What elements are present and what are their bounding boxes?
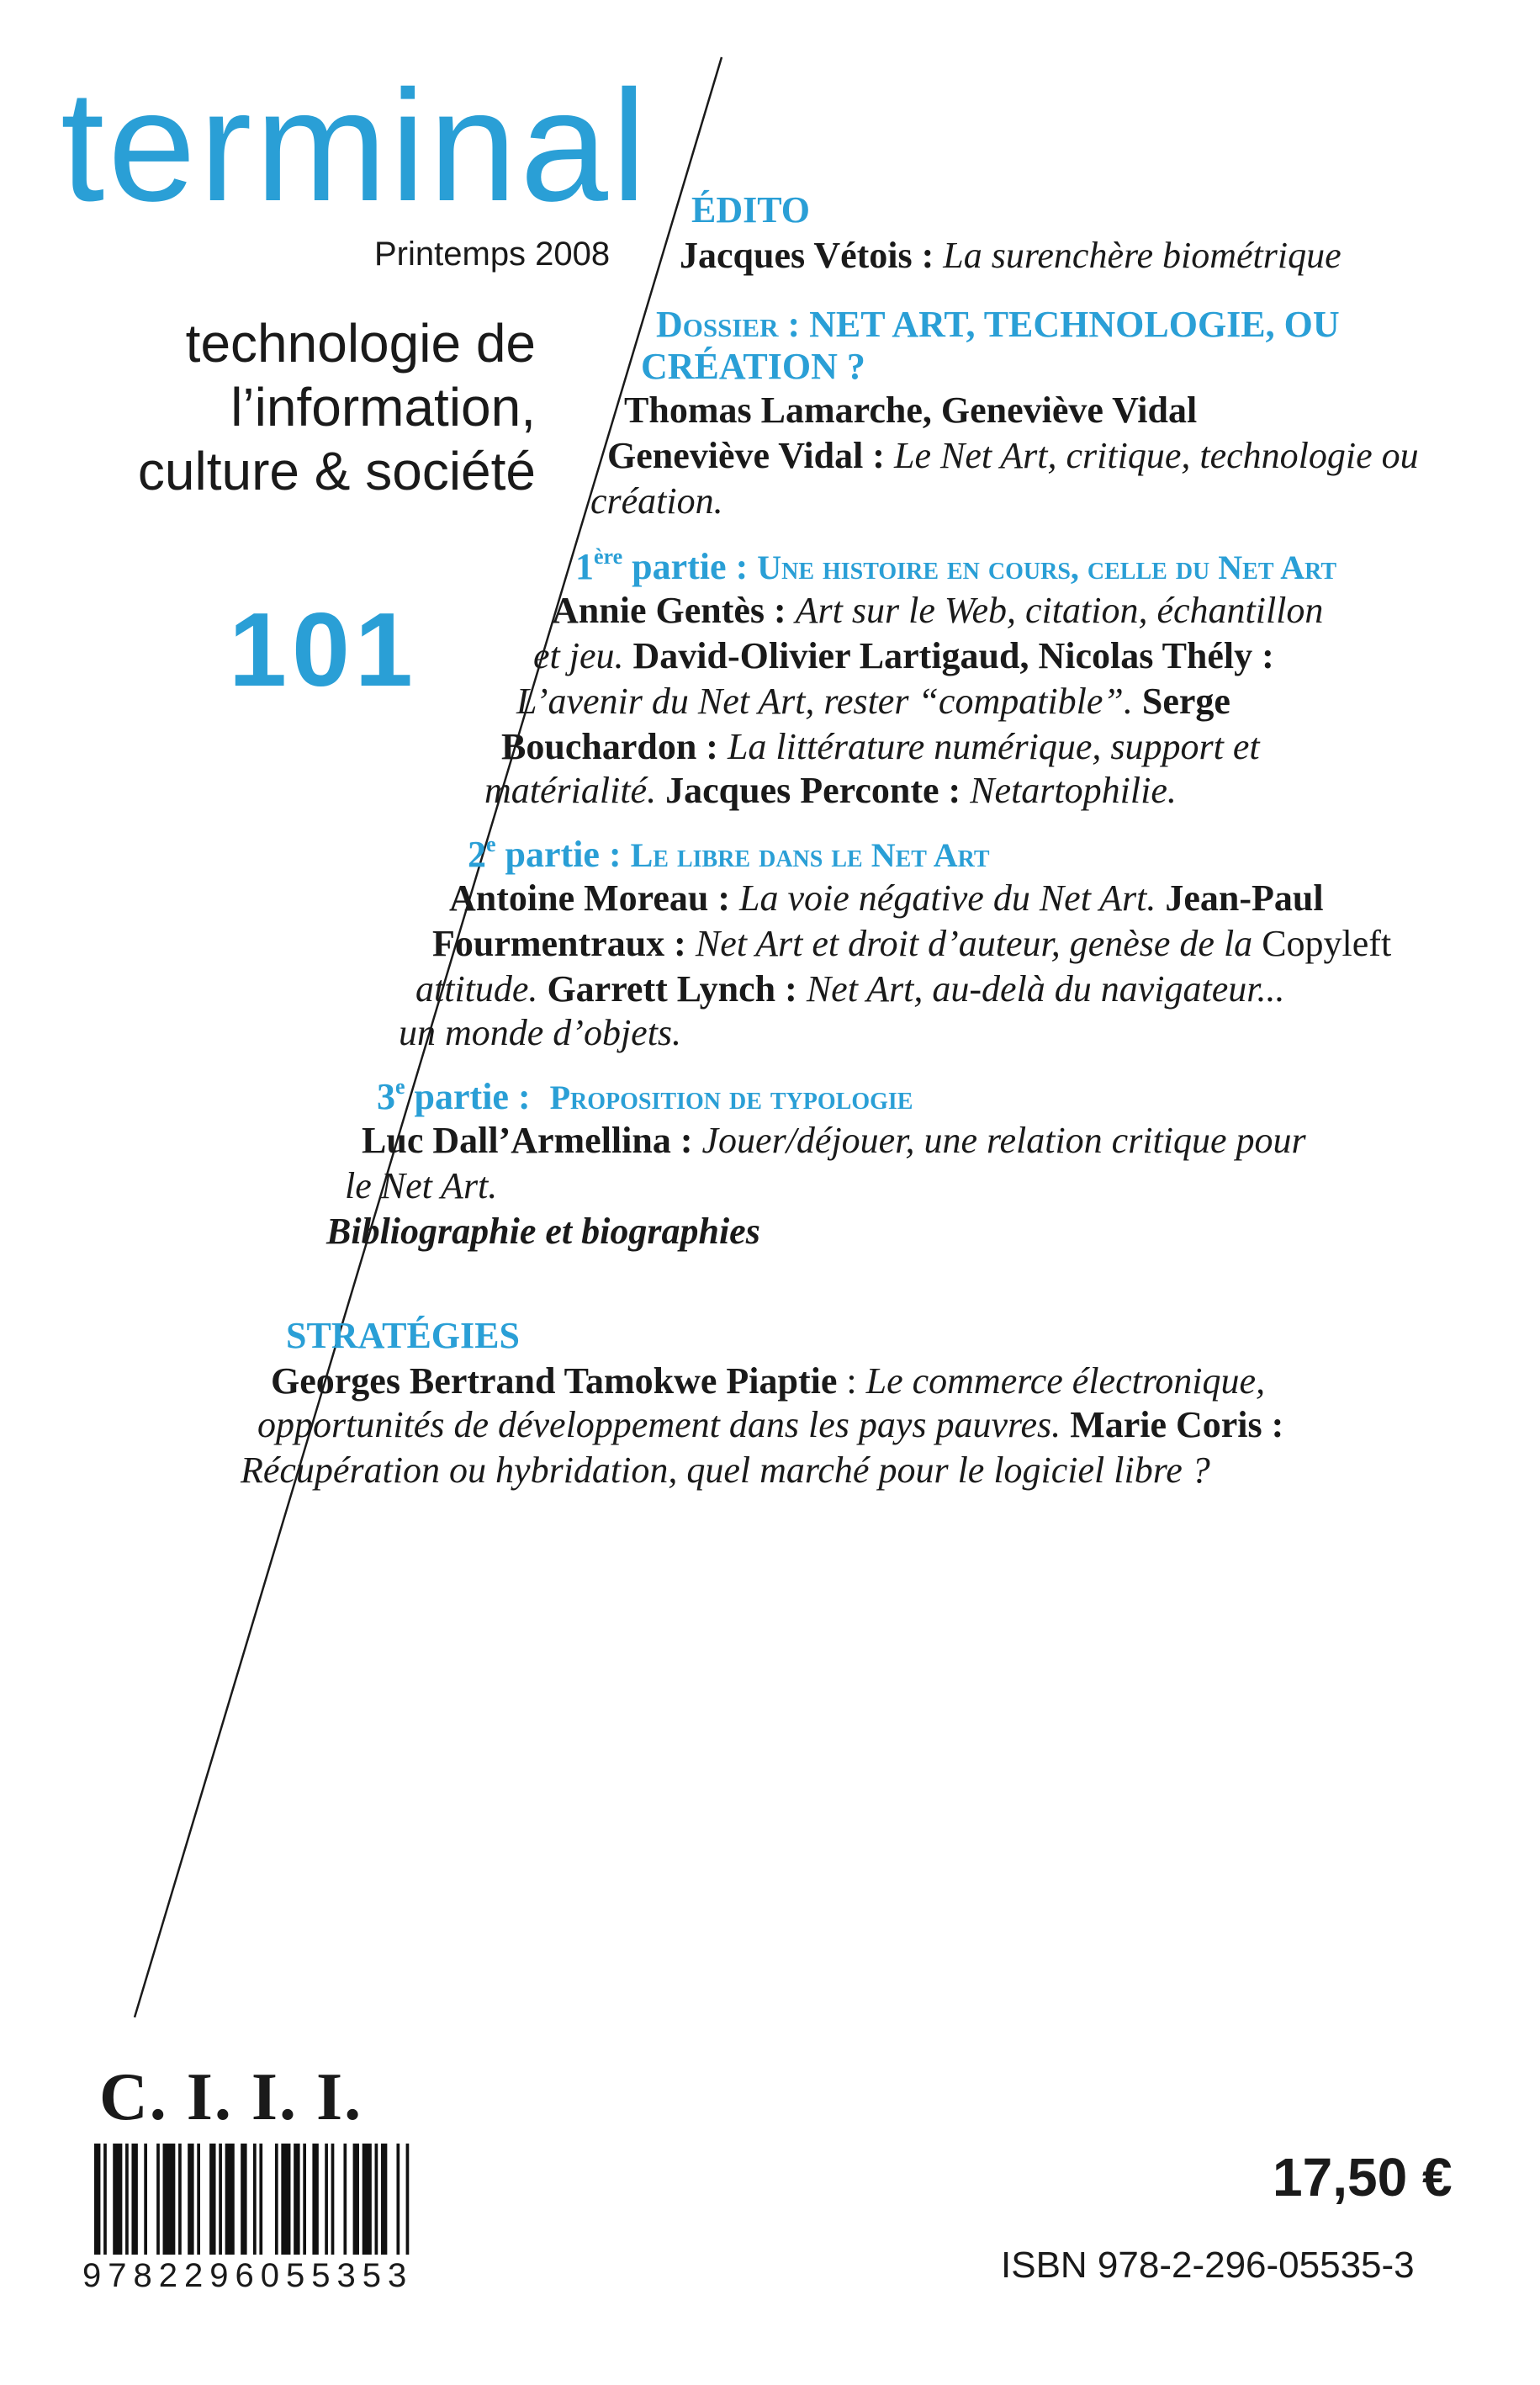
part2-author-2: Jean-Paul — [1165, 877, 1324, 919]
part3-line-1 — [362, 1117, 1306, 1164]
dossier-editors: Thomas Lamarche, Geneviève Vidal — [624, 390, 1198, 431]
part1-line-1 — [552, 587, 1323, 634]
dossier-intro-entry — [607, 432, 1419, 480]
part3-heading — [377, 1073, 913, 1121]
part1-title-2: L’avenir du Net Art, rester “compatible”. — [516, 681, 1133, 722]
barcode-bar-22 — [325, 2144, 328, 2255]
part1-line-5 — [484, 767, 1177, 814]
part3-title: Proposition de typologie — [549, 1079, 913, 1116]
part2-author-1: Antoine Moreau : — [449, 877, 731, 919]
isbn: ISBN 978-2-296-05535-3 — [1001, 2245, 1415, 2286]
part2-label: partie : — [495, 834, 631, 875]
part1-label: partie : — [622, 546, 758, 587]
part3-author-1: Luc Dall’Armellina : — [362, 1120, 693, 1161]
dossier-heading — [656, 301, 1340, 348]
price: 17,50 € — [1273, 2147, 1453, 2207]
part1-heading — [575, 543, 1336, 591]
barcode-bar-0 — [94, 2144, 100, 2255]
barcode-bar-28 — [381, 2144, 387, 2255]
part3-label: partie : — [405, 1076, 540, 1117]
strategies-separator: : — [837, 1360, 866, 1402]
barcode-bar-25 — [353, 2144, 359, 2255]
strategies-line-2 — [257, 1402, 1283, 1449]
part2-line-3 — [415, 966, 1285, 1013]
bibliography-note: Bibliographie et biographies — [326, 1211, 760, 1252]
barcode-bar-21 — [312, 2144, 318, 2255]
part2-ordinal: e — [486, 832, 496, 856]
part1-author-3: Serge — [1141, 681, 1230, 722]
strategies-heading: STRATÉGIES — [286, 1315, 520, 1356]
barcode-digits: 9782296055353 — [82, 2257, 414, 2294]
barcode-bar-3 — [125, 2144, 129, 2255]
part1-author-2: David-Olivier Lartigaud, Nicolas Thély : — [632, 635, 1274, 676]
barcode-bar-6 — [156, 2144, 160, 2255]
barcode-bar-29 — [396, 2144, 400, 2255]
part1-line-2 — [533, 633, 1274, 680]
barcode-bar-4 — [131, 2144, 137, 2255]
part1-ordinal: ère — [594, 544, 623, 569]
barcode-bar-24 — [343, 2144, 347, 2255]
strategies-author-2: Marie Coris : — [1070, 1404, 1284, 1445]
issue-season: Printemps 2008 — [374, 236, 611, 273]
part2-heading — [468, 831, 990, 879]
subtitle-line-3: culture & société — [137, 441, 536, 501]
barcode-bar-19 — [294, 2144, 299, 2255]
strategies-title-1-cont: opportunités de développement dans les pays pauvres. — [257, 1404, 1061, 1445]
strategies-line-1 — [271, 1358, 1265, 1405]
part2-line-1 — [449, 875, 1324, 922]
part2-title-2-copyleft: Copyleft — [1262, 923, 1392, 964]
part2-number: 2 — [468, 834, 486, 875]
part3-ordinal: e — [395, 1074, 405, 1099]
barcode-bar-23 — [331, 2144, 335, 2255]
barcode-bar-10 — [197, 2144, 200, 2255]
part1-title: Une histoire en cours, celle du Net Art — [757, 549, 1337, 586]
barcode-bar-9 — [188, 2144, 193, 2255]
barcode-bars — [94, 2144, 412, 2255]
part1-title-1: Art sur le Web, citation, échantillon — [795, 590, 1324, 631]
part1-author-3-cont: Bouchardon : — [501, 726, 718, 767]
barcode-bar-12 — [219, 2144, 222, 2255]
strategies-author-1: Georges Bertrand Tamokwe Piaptie — [271, 1360, 838, 1402]
part1-title-1-cont: et jeu. — [533, 635, 624, 676]
barcode-bar-18 — [281, 2144, 290, 2255]
part1-author-1: Annie Gentès : — [552, 590, 786, 631]
part2-title: Le libre dans le Net Art — [630, 836, 990, 874]
barcode-bar-11 — [209, 2144, 215, 2255]
journal-title: terminal — [61, 57, 650, 234]
part2-title-3-cont: un monde d’objets. — [399, 1012, 682, 1053]
barcode-bar-30 — [406, 2144, 410, 2255]
part1-line-4 — [501, 723, 1260, 771]
dossier-heading-line-1: : NET ART, TECHNOLOGIE, OU — [778, 304, 1340, 345]
part1-author-4: Jacques Perconte : — [665, 770, 961, 811]
barcode-bar-27 — [375, 2144, 378, 2255]
edito-title: La surenchère biométrique — [943, 235, 1342, 276]
dossier-intro-title: Le Net Art, critique, technologie ou — [893, 435, 1419, 476]
dossier-intro-author: Geneviève Vidal : — [607, 435, 885, 476]
part1-number: 1 — [575, 546, 594, 587]
part3-number: 3 — [377, 1076, 395, 1117]
part2-title-2: Net Art et droit d’auteur, genèse de la — [695, 923, 1253, 964]
barcode — [94, 2144, 412, 2255]
subtitle-line-1: technologie de — [185, 313, 536, 374]
part1-title-4: Netartophilie. — [970, 770, 1177, 811]
part2-line-2 — [432, 920, 1391, 967]
subtitle-line-2: l’information, — [230, 377, 536, 437]
edito-author: Jacques Vétois : — [680, 235, 934, 276]
part1-title-3: La littérature numérique, support et — [727, 726, 1260, 767]
barcode-bar-20 — [303, 2144, 306, 2255]
issue-number: 101 — [229, 592, 418, 708]
part1-line-3 — [516, 678, 1230, 725]
part2-title-1: La voie négative du Net Art. — [739, 877, 1156, 919]
part2-title-2-cont: attitude. — [415, 968, 538, 1010]
part2-author-3: Garrett Lynch : — [547, 968, 797, 1010]
barcode-bar-26 — [363, 2144, 372, 2255]
strategies-title-2: Récupération ou hybridation, quel marché pour le logiciel libre ? — [241, 1450, 1210, 1491]
barcode-bar-5 — [144, 2144, 147, 2255]
journal-subtitle — [138, 311, 536, 503]
edito-heading: ÉDITO — [691, 189, 811, 231]
barcode-bar-16 — [259, 2144, 262, 2255]
barcode-bar-2 — [113, 2144, 122, 2255]
part2-author-2-cont: Fourmentraux : — [432, 923, 686, 964]
dossier-intro-title-cont: création. — [590, 480, 723, 522]
dossier-heading-prefix: Dossier — [656, 304, 779, 345]
barcode-bar-7 — [163, 2144, 176, 2255]
barcode-bar-15 — [253, 2144, 257, 2255]
part2-title-3: Net Art, au-delà du navigateur... — [806, 968, 1285, 1010]
barcode-bar-8 — [178, 2144, 182, 2255]
edito-entry — [680, 232, 1342, 279]
part1-title-3-cont: matérialité. — [484, 770, 657, 811]
barcode-bar-1 — [103, 2144, 107, 2255]
part3-title-1-cont: le Net Art. — [345, 1165, 498, 1206]
barcode-bar-17 — [275, 2144, 278, 2255]
dossier-heading-line-2: CRÉATION ? — [641, 346, 865, 387]
part3-title-1: Jouer/déjouer, une relation critique pour — [701, 1120, 1306, 1161]
barcode-bar-13 — [225, 2144, 235, 2255]
strategies-title-1: Le commerce électronique, — [865, 1360, 1266, 1402]
publisher-name: C. I. I. I. — [99, 2060, 363, 2134]
barcode-bar-14 — [241, 2144, 246, 2255]
